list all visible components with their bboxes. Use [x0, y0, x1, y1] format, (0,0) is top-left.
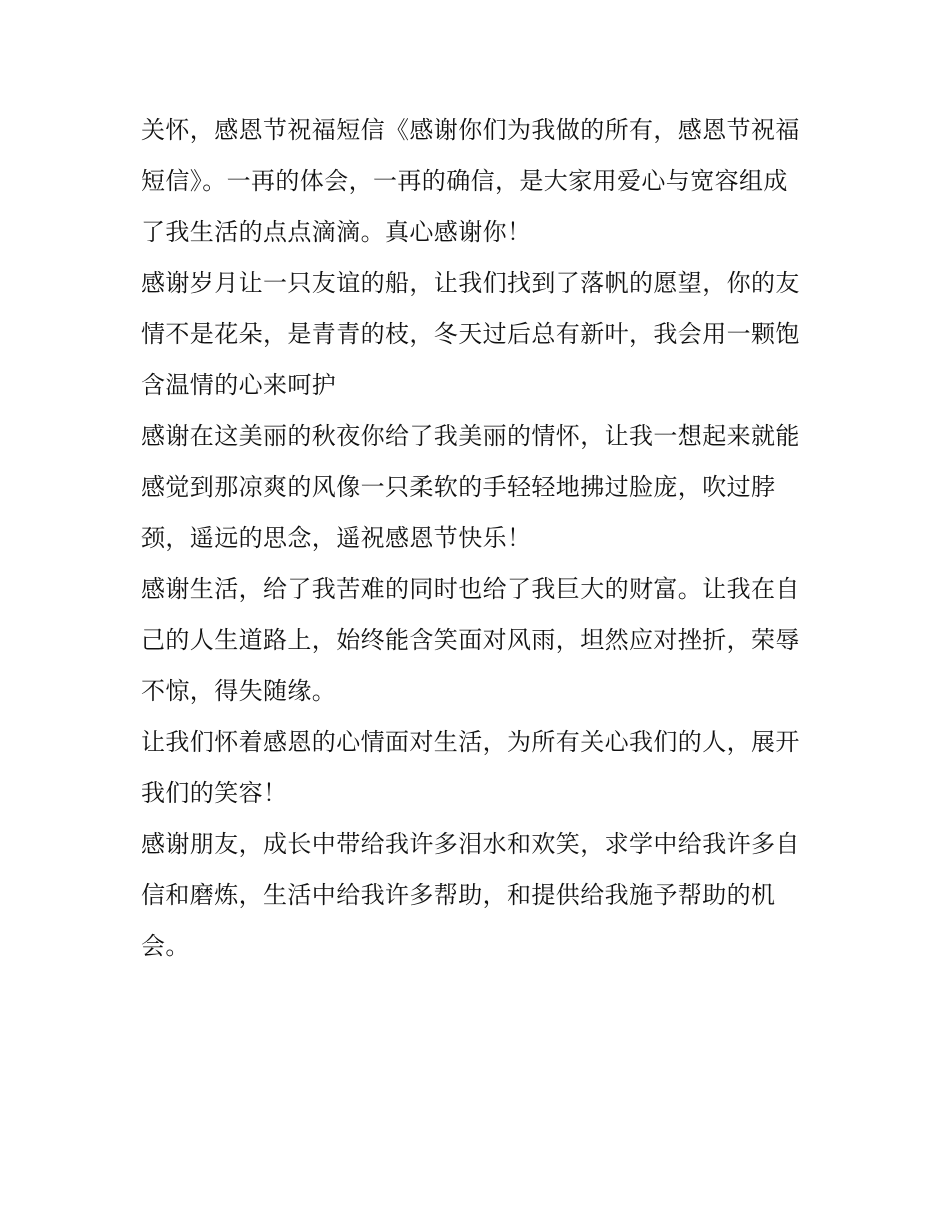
text-line: 信和磨炼，生活中给我许多帮助，和提供给我施予帮助的机 [141, 881, 776, 909]
text-line: 我们的笑容！ [141, 779, 288, 807]
text-line: 感谢朋友，成长中带给我许多泪水和欢笑，求学中给我许多自 [141, 830, 800, 858]
text-line: 情不是花朵，是青青的枝，冬天过后总有新叶，我会用一颗饱 [141, 320, 800, 348]
text-line: 感谢在这美丽的秋夜你给了我美丽的情怀，让我一想起来就能 [141, 422, 800, 450]
text-line: 含温情的心来呵护 [141, 371, 337, 399]
document-body [141, 105, 821, 972]
text-line: 感谢生活，给了我苦难的同时也给了我巨大的财富。让我在自 [141, 575, 800, 603]
text-line: 不惊，得失随缘。 [141, 677, 337, 705]
text-line: 感谢岁月让一只友谊的船，让我们找到了落帆的愿望，你的友 [141, 269, 800, 297]
text-line: 感觉到那凉爽的风像一只柔软的手轻轻地拂过脸庞，吹过脖 [141, 473, 776, 501]
text-line: 颈，遥远的思念，遥祝感恩节快乐！ [141, 524, 532, 552]
text-line: 短信》。一再的体会，一再的确信，是大家用爱心与宽容组成 [141, 167, 788, 195]
text-line: 会。 [141, 932, 190, 960]
text-line: 了我生活的点点滴滴。真心感谢你！ [141, 218, 532, 246]
text-line: 让我们怀着感恩的心情面对生活，为所有关心我们的人，展开 [141, 728, 800, 756]
text-line: 己的人生道路上，始终能含笑面对风雨，坦然应对挫折，荣辱 [141, 626, 800, 654]
text-line: 关怀，感恩节祝福短信《感谢你们为我做的所有，感恩节祝福 [141, 116, 800, 144]
